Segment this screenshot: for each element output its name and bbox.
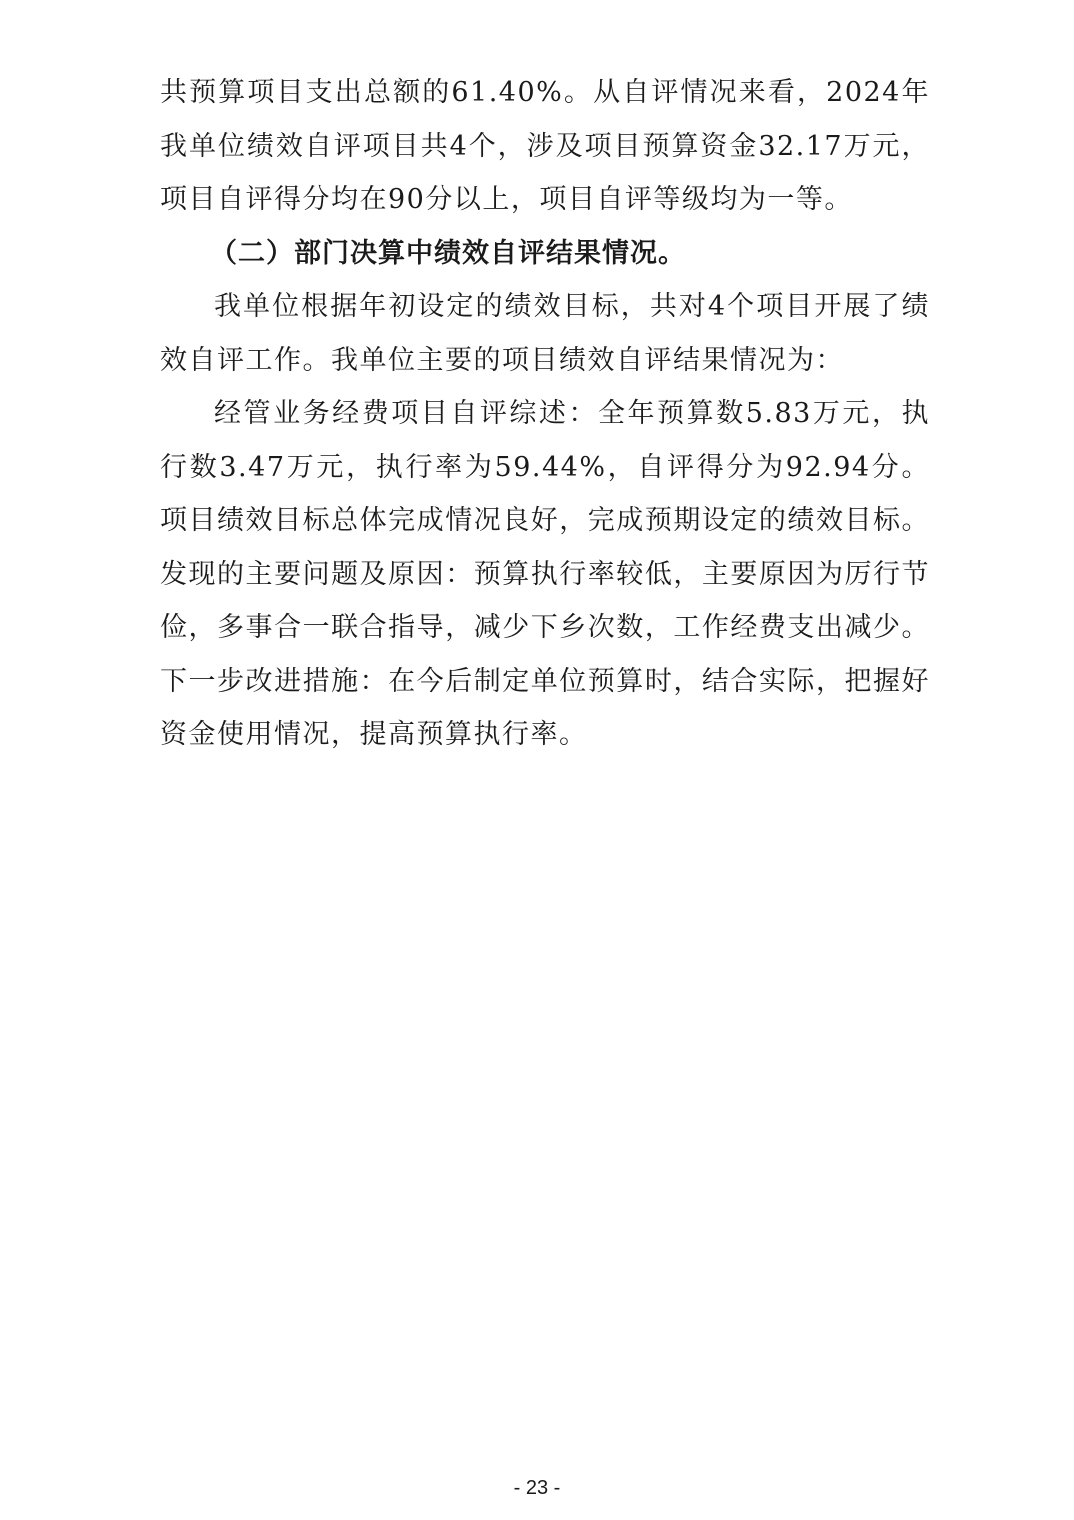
- section-heading: （二）部门决算中绩效自评结果情况。: [210, 237, 686, 269]
- paragraph-project-evaluation: 经管业务经费项目自评综述：全年预算数5.83万元，执行数3.47万元，执行率为59.44%，自评得分为92.94分。项目绩效目标总体完成情况良好，完成预期设定的绩效目标。发现的主要问题及原因：预算执行率较低，主要原因为厉行节俭，多事合一联合指导，减少下乡次数，工作经费支出减少。下一步改进措施：在今后制定单位预算时，结合实际，把握好资金使用情况，提高预算执行率。: [160, 398, 930, 750]
- page-number: - 23 -: [513, 1477, 561, 1499]
- paragraph-self-evaluation-intro: 我单位根据年初设定的绩效目标，共对4个项目开展了绩效自评工作。我单位主要的项目绩效自评结果情况为：: [160, 291, 930, 376]
- paragraph-budget-summary: 共预算项目支出总额的61.40%。从自评情况来看，2024年我单位绩效自评项目共4个，涉及项目预算资金32.17万元，项目自评得分均在90分以上，项目自评等级均为一等。: [160, 77, 930, 215]
- document-body: [160, 66, 930, 762]
